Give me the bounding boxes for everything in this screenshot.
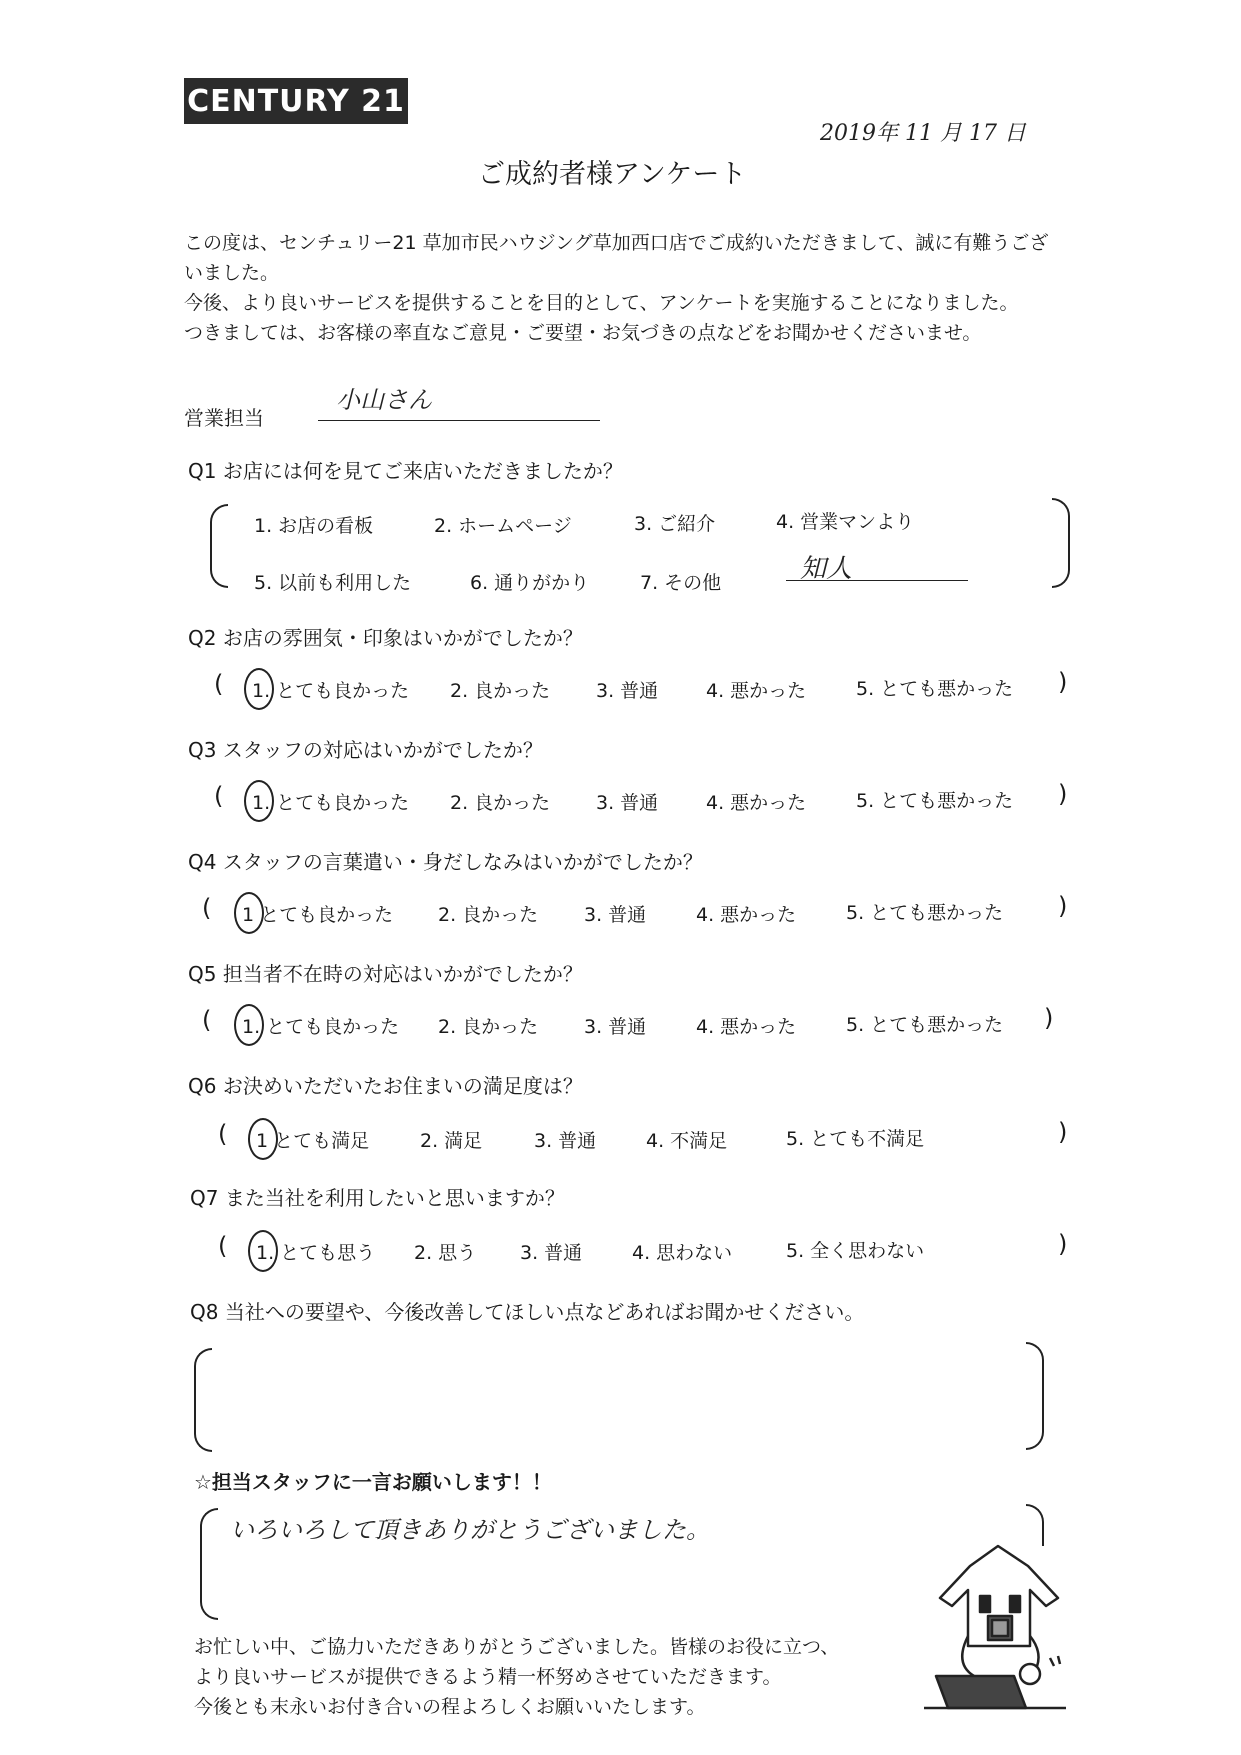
q2-option-5[interactable]: 5. とても悪かった — [856, 678, 1014, 700]
q4-option-2[interactable]: 2. 良かった — [438, 904, 539, 926]
q3-option-5[interactable]: 5. とても悪かった — [856, 790, 1014, 812]
q8-bracket-left — [194, 1348, 212, 1452]
q6-option-1[interactable]: 1 とても満足 — [256, 1130, 370, 1152]
q1-option-5[interactable]: 5. 以前も利用した — [254, 572, 412, 594]
staff-message-bracket-left — [200, 1508, 218, 1620]
q1-option-2[interactable]: 2. ホームページ — [434, 515, 572, 537]
q7-label: Q7 また当社を利用したいと思いますか？ — [190, 1186, 565, 1210]
q6-label: Q6 お決めいただいたお住まいの満足度は？ — [188, 1074, 583, 1098]
q1-option-4[interactable]: 4. 営業マンより — [776, 511, 915, 533]
q5-paren-close: ) — [1044, 1004, 1054, 1032]
house-mascot-illustration — [918, 1536, 1078, 1714]
q5-option-3[interactable]: 3. 普通 — [584, 1016, 647, 1038]
q2-paren-close: ) — [1058, 668, 1068, 696]
q7-option-4[interactable]: 4. 思わない — [632, 1242, 733, 1264]
q5-option-4[interactable]: 4. 悪かった — [696, 1016, 797, 1038]
q5-option-5[interactable]: 5. とても悪かった — [846, 1014, 1004, 1036]
handwritten-date: 2019年 11 月 17 日 — [820, 121, 1026, 146]
q1-option-6[interactable]: 6. 通りがかり — [470, 572, 590, 594]
q6-option-4[interactable]: 4. 不満足 — [646, 1130, 728, 1152]
q2-paren-open: ( — [214, 670, 224, 698]
intro-line-3: 今後、より良いサービスを提供することを目的として、アンケートを実施することになりました。 — [184, 292, 1019, 314]
q6-option-2[interactable]: 2. 満足 — [420, 1130, 483, 1152]
q1-bracket-right — [1052, 498, 1070, 588]
closing-line-3: 今後とも末永いお付き合いの程よろしくお願いいたします。 — [194, 1696, 706, 1718]
q6-paren-close: ) — [1058, 1118, 1068, 1146]
q3-option-3[interactable]: 3. 普通 — [596, 792, 659, 814]
q7-paren-open: ( — [218, 1232, 228, 1260]
q5-option-1[interactable]: 1. とても良かった — [242, 1016, 400, 1038]
q3-option-4[interactable]: 4. 悪かった — [706, 792, 807, 814]
intro-line-4: つきましては、お客様の率直なご意見・ご要望・お気づきの点などをお聞かせくださいませ。 — [184, 322, 982, 344]
q4-label: Q4 スタッフの言葉遣い・身だしなみはいかがでしたか？ — [188, 850, 703, 874]
q5-label: Q5 担当者不在時の対応はいかがでしたか？ — [188, 962, 583, 986]
q7-option-5[interactable]: 5. 全く思わない — [786, 1240, 925, 1262]
q1-other-value[interactable]: 知人 — [800, 554, 853, 584]
q5-option-2[interactable]: 2. 良かった — [438, 1016, 539, 1038]
sales-staff-value[interactable]: 小山さん — [336, 386, 432, 414]
q7-option-1[interactable]: 1. とても思う — [256, 1242, 376, 1264]
q2-option-3[interactable]: 3. 普通 — [596, 680, 659, 702]
q2-label: Q2 お店の雰囲気・印象はいかがでしたか？ — [188, 626, 583, 650]
q3-option-2[interactable]: 2. 良かった — [450, 792, 551, 814]
q4-option-5[interactable]: 5. とても悪かった — [846, 902, 1004, 924]
closing-line-2: より良いサービスが提供できるよう精一杯努めさせていただきます。 — [194, 1666, 782, 1688]
q7-option-3[interactable]: 3. 普通 — [520, 1242, 583, 1264]
q8-bracket-right — [1026, 1342, 1044, 1450]
q2-option-4[interactable]: 4. 悪かった — [706, 680, 807, 702]
q2-option-1[interactable]: 1. とても良かった — [252, 680, 410, 702]
sales-staff-label: 営業担当 — [184, 406, 264, 430]
q6-option-5[interactable]: 5. とても不満足 — [786, 1128, 925, 1150]
closing-line-1: お忙しい中、ご協力いただきありがとうございました。皆様のお役に立つ、 — [194, 1636, 840, 1658]
q3-paren-open: ( — [214, 782, 224, 810]
q3-option-1[interactable]: 1. とても良かった — [252, 792, 410, 814]
q4-paren-close: ) — [1058, 892, 1068, 920]
intro-line-1: この度は、センチュリー21 草加市民ハウジング草加西口店でご成約いただきまして、誠に有難うござ — [184, 232, 1049, 254]
q4-paren-open: ( — [202, 894, 212, 922]
sales-staff-underline — [318, 420, 600, 421]
q1-bracket-left — [210, 504, 228, 588]
q1-other-underline — [786, 580, 968, 581]
q4-option-1[interactable]: 1 とても良かった — [242, 904, 394, 926]
intro-line-2: いました。 — [184, 262, 280, 284]
q1-option-3[interactable]: 3. ご紹介 — [634, 513, 716, 535]
q1-label: Q1 お店には何を見てご来店いただきましたか？ — [188, 459, 623, 483]
q1-option-1[interactable]: 1. お店の看板 — [254, 515, 374, 537]
q6-option-3[interactable]: 3. 普通 — [534, 1130, 597, 1152]
page-title: ご成約者様アンケート — [478, 159, 747, 190]
q2-option-2[interactable]: 2. 良かった — [450, 680, 551, 702]
q3-paren-close: ) — [1058, 780, 1068, 808]
staff-message-answer[interactable]: いろいろして頂きありがとうございました。 — [230, 1516, 710, 1544]
q6-paren-open: ( — [218, 1120, 228, 1148]
q4-option-3[interactable]: 3. 普通 — [584, 904, 647, 926]
century21-logo: CENTURY 21 — [184, 78, 408, 124]
q8-label: Q8 当社への要望や、今後改善してほしい点などあればお聞かせください。 — [190, 1300, 865, 1324]
staff-message-label: ☆担当スタッフに一言お願いします！！ — [194, 1470, 552, 1494]
q5-paren-open: ( — [202, 1006, 212, 1034]
q7-paren-close: ) — [1058, 1230, 1068, 1258]
q1-option-7[interactable]: 7. その他 — [640, 572, 722, 594]
q4-option-4[interactable]: 4. 悪かった — [696, 904, 797, 926]
q3-label: Q3 スタッフの対応はいかがでしたか？ — [188, 738, 543, 762]
q7-option-2[interactable]: 2. 思う — [414, 1242, 477, 1264]
